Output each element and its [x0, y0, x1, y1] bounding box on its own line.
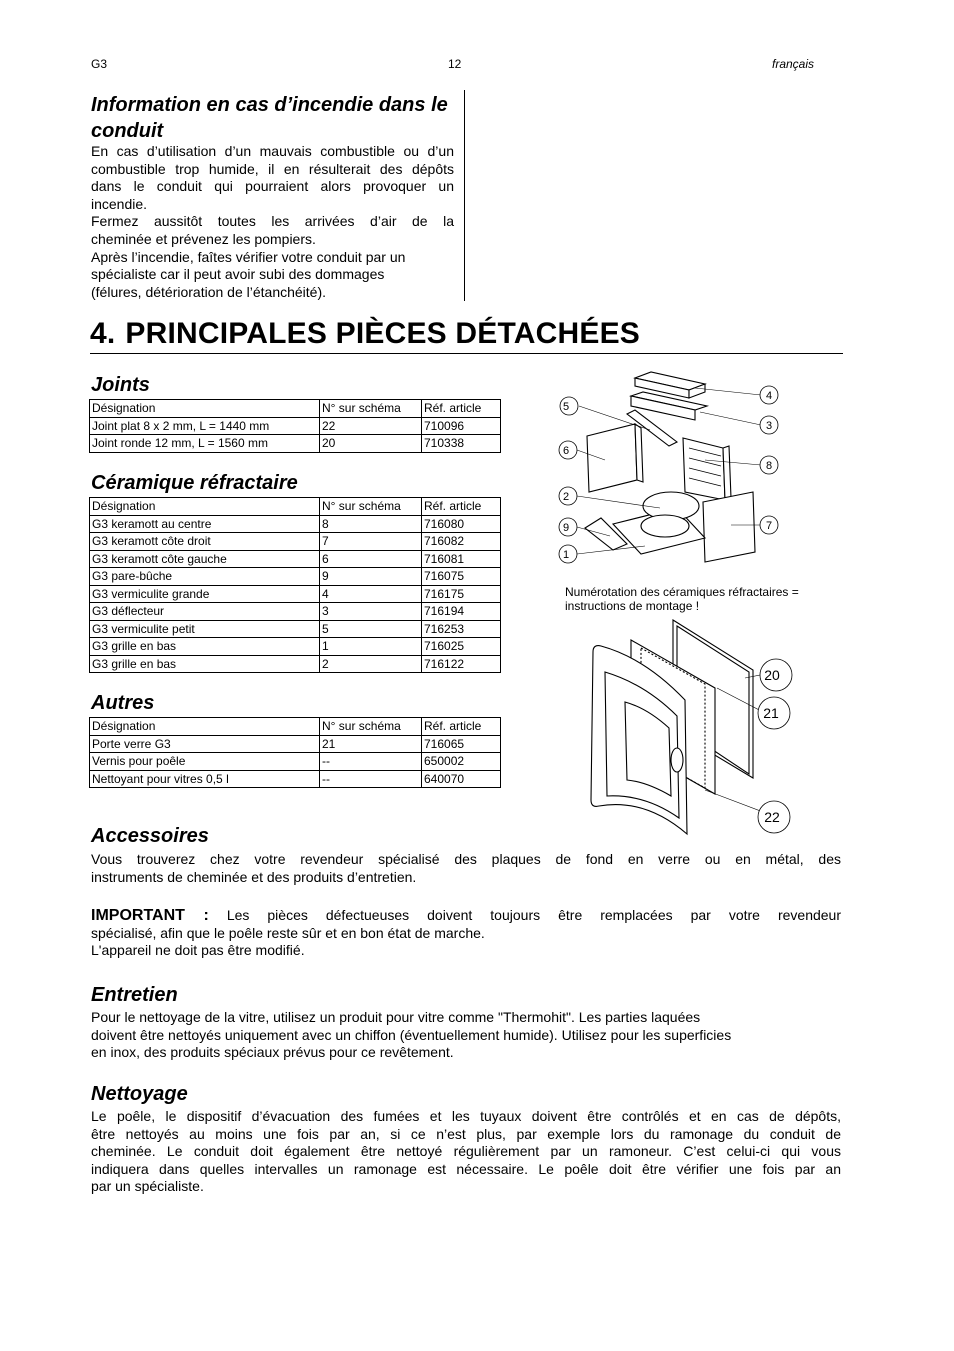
- cell-designation: Porte verre G3: [90, 735, 320, 753]
- fire-title-line2: conduit: [91, 120, 164, 142]
- nettoyage-title: Nettoyage: [91, 1083, 188, 1105]
- table-header-row: [90, 498, 501, 516]
- ceramique-title: Céramique réfractaire: [91, 472, 298, 494]
- cell-numero: 4: [320, 585, 422, 603]
- important-line: [91, 907, 841, 925]
- nettoyage-line: par un spécialiste.: [91, 1178, 204, 1195]
- autres-table: [89, 717, 501, 788]
- part-shape: [641, 515, 689, 537]
- header-model: G3: [91, 57, 108, 71]
- important-text: [91, 907, 841, 960]
- nettoyage-text: [91, 1108, 841, 1196]
- part-shape: [700, 412, 761, 425]
- cell-ref: 716025: [422, 638, 501, 656]
- section-heading: PRINCIPALES PIÈCES DÉTACHÉES: [125, 317, 640, 350]
- callout-label: 20: [764, 667, 780, 683]
- cell-numero: 7: [320, 533, 422, 551]
- header-numero: N° sur schéma: [320, 400, 422, 418]
- cell-designation: G3 vermiculite grande: [90, 585, 320, 603]
- cell-ref: 716194: [422, 603, 501, 621]
- cell-numero: 1: [320, 638, 422, 656]
- table-header-row: [90, 718, 501, 736]
- door-exploded-diagram: [585, 618, 800, 840]
- cell-ref: 716122: [422, 655, 501, 673]
- cell-ref: 716082: [422, 533, 501, 551]
- ceramics-exploded-diagram: [555, 368, 795, 573]
- callout-label: 3: [765, 420, 773, 432]
- cell-designation: G3 pare-bûche: [90, 568, 320, 586]
- cell-designation: Vernis pour poêle: [90, 753, 320, 771]
- cell-numero: 9: [320, 568, 422, 586]
- callout-label: 1: [562, 549, 570, 561]
- cell-designation: G3 grille en bas: [90, 655, 320, 673]
- table-row: [90, 435, 501, 453]
- important-label: IMPORTANT :: [91, 907, 209, 924]
- fire-title: [91, 92, 448, 144]
- joints-title: Joints: [91, 374, 150, 396]
- fire-text: [91, 143, 454, 301]
- header-designation: Désignation: [90, 718, 320, 736]
- callout-label: 22: [764, 809, 780, 825]
- callout-label: 5: [562, 401, 570, 413]
- page-number: 12: [448, 57, 462, 71]
- cell-ref: 650002: [422, 753, 501, 771]
- cell-ref: 710338: [422, 435, 501, 453]
- callout-label: 2: [562, 491, 570, 503]
- cell-ref: 716175: [422, 585, 501, 603]
- cell-ref: 716075: [422, 568, 501, 586]
- cell-ref: 716253: [422, 620, 501, 638]
- caption-line: Numérotation des céramiques réfractaires =: [565, 585, 799, 599]
- cell-designation: G3 keramott côte gauche: [90, 550, 320, 568]
- diagram-caption: [565, 585, 799, 613]
- cell-numero: 2: [320, 655, 422, 673]
- table-row: [90, 515, 501, 533]
- cell-numero: 22: [320, 417, 422, 435]
- joints-table: [89, 399, 501, 453]
- part-shape: [587, 424, 637, 492]
- fire-line: spécialiste car il peut avoir subi des dommages: [91, 266, 385, 283]
- cell-numero: 21: [320, 735, 422, 753]
- fire-line: (félures, détérioration de l’étanchéité).: [91, 283, 327, 300]
- fire-line: cheminée et prévenez les pompiers.: [91, 230, 316, 247]
- nettoyage-line: Le poêle, le dispositif d’évacuation des fumées et les tuyaux doivent être contrôlés et en cas de dépôts,: [91, 1108, 841, 1124]
- callout-label: 7: [765, 520, 773, 532]
- fire-line: Après l’incendie, faîtes vérifier votre conduit par un: [91, 248, 406, 265]
- cell-designation: Joint plat 8 x 2 mm, L = 1440 mm: [90, 417, 320, 435]
- table-row: [90, 638, 501, 656]
- cell-designation: G3 grille en bas: [90, 638, 320, 656]
- autres-title: Autres: [91, 692, 155, 714]
- table-row: [90, 735, 501, 753]
- cell-numero: 20: [320, 435, 422, 453]
- column-divider: [464, 90, 465, 301]
- table-row: [90, 655, 501, 673]
- part-shape: [705, 790, 763, 812]
- table-row: [90, 585, 501, 603]
- nettoyage-line: cheminée. Le conduit doit également être nettoyé régulièrement par un ramoneur. C’est celui-ci qui vous: [91, 1143, 841, 1160]
- important-line: L'appareil ne doit pas être modifié.: [91, 942, 305, 959]
- table-header-row: [90, 400, 501, 418]
- cell-ref: 716065: [422, 735, 501, 753]
- callout-label: 4: [765, 390, 773, 402]
- header-language: français: [772, 57, 815, 71]
- fire-line: Fermez aussitôt toutes les arrivées d’air de la: [91, 213, 454, 230]
- fire-line: En cas d’utilisation d’un mauvais combustible ou d’un: [91, 143, 454, 159]
- cell-ref: 640070: [422, 770, 501, 788]
- entretien-line: Pour le nettoyage de la vitre, utilisez un produit pour vitre comme "Thermohit". Les parties laquées: [91, 1009, 701, 1025]
- entretien-text: [91, 1009, 841, 1062]
- cell-ref: 716080: [422, 515, 501, 533]
- accessoires-text: [91, 851, 841, 886]
- part-shape: [703, 492, 755, 562]
- section-number: 4.: [90, 317, 116, 350]
- entretien-line: en inox, des produits spéciaux prévus pour ce revêtement.: [91, 1044, 454, 1061]
- nettoyage-line: être nettoyés au moins une fois par an, si ce n’est plus, par exemple lors du ramonage du conduit de: [91, 1125, 841, 1142]
- cell-designation: Joint ronde 12 mm, L = 1560 mm: [90, 435, 320, 453]
- cell-numero: 6: [320, 550, 422, 568]
- table-row: [90, 568, 501, 586]
- cell-designation: Nettoyant pour vitres 0,5 l: [90, 770, 320, 788]
- header-ref: Réf. article: [422, 718, 501, 736]
- important-line: spécialisé, afin que le poêle reste sûr et en bon état de marche.: [91, 924, 485, 941]
- ceramique-table: [89, 497, 501, 673]
- cell-designation: G3 keramott au centre: [90, 515, 320, 533]
- cell-numero: --: [320, 753, 422, 771]
- part-shape: [723, 446, 731, 500]
- table-row: [90, 417, 501, 435]
- entretien-title: Entretien: [91, 984, 178, 1006]
- header-designation: Désignation: [90, 498, 320, 516]
- table-row: [90, 620, 501, 638]
- callout-label: 9: [562, 522, 570, 534]
- table-row: [90, 550, 501, 568]
- fire-line: incendie.: [91, 195, 148, 212]
- table-row: [90, 753, 501, 771]
- table-row: [90, 533, 501, 551]
- section-rule: [90, 353, 843, 354]
- fire-line: dans le conduit qui pourraient alors provoquer un: [91, 178, 454, 195]
- header-ref: Réf. article: [422, 400, 501, 418]
- header-numero: N° sur schéma: [320, 718, 422, 736]
- cell-ref: 716081: [422, 550, 501, 568]
- cell-ref: 710096: [422, 417, 501, 435]
- part-shape: [683, 438, 725, 500]
- cell-numero: --: [320, 770, 422, 788]
- table-row: [90, 770, 501, 788]
- cell-designation: G3 keramott côte droit: [90, 533, 320, 551]
- header-ref: Réf. article: [422, 498, 501, 516]
- header-designation: Désignation: [90, 400, 320, 418]
- section-title: [90, 317, 640, 351]
- fire-title-line1: Information en cas d’incendie dans le: [91, 94, 448, 116]
- accessoires-line: Vous trouverez chez votre revendeur spécialisé des plaques de fond en verre ou en métal, des: [91, 851, 841, 867]
- accessoires-title: Accessoires: [91, 825, 209, 847]
- callout-label: 6: [562, 445, 570, 457]
- cell-designation: G3 déflecteur: [90, 603, 320, 621]
- cell-numero: 5: [320, 620, 422, 638]
- important-rest: Les pièces défectueuses doivent toujours être remplacées par votre revendeur: [208, 907, 842, 923]
- entretien-line: doivent être nettoyés uniquement avec un chiffon (éventuellement humide). Utilisez pour les superficies: [91, 1026, 732, 1043]
- cell-numero: 3: [320, 603, 422, 621]
- callout-label: 21: [763, 705, 779, 721]
- cell-designation: G3 vermiculite petit: [90, 620, 320, 638]
- cell-numero: 8: [320, 515, 422, 533]
- caption-line: instructions de montage !: [565, 599, 700, 613]
- table-row: [90, 603, 501, 621]
- callout-label: 8: [765, 460, 773, 472]
- fire-line: combustible trop humide, il en résulterait des dépôts: [91, 160, 454, 177]
- part-shape: [671, 748, 683, 772]
- accessoires-line: instruments de cheminée et des produits d’entretien.: [91, 868, 417, 885]
- header-numero: N° sur schéma: [320, 498, 422, 516]
- nettoyage-line: indiquera dans quelles intervalles un ramonage est nécessaire. Le poêle doit être vérifier une fois par an: [91, 1160, 841, 1177]
